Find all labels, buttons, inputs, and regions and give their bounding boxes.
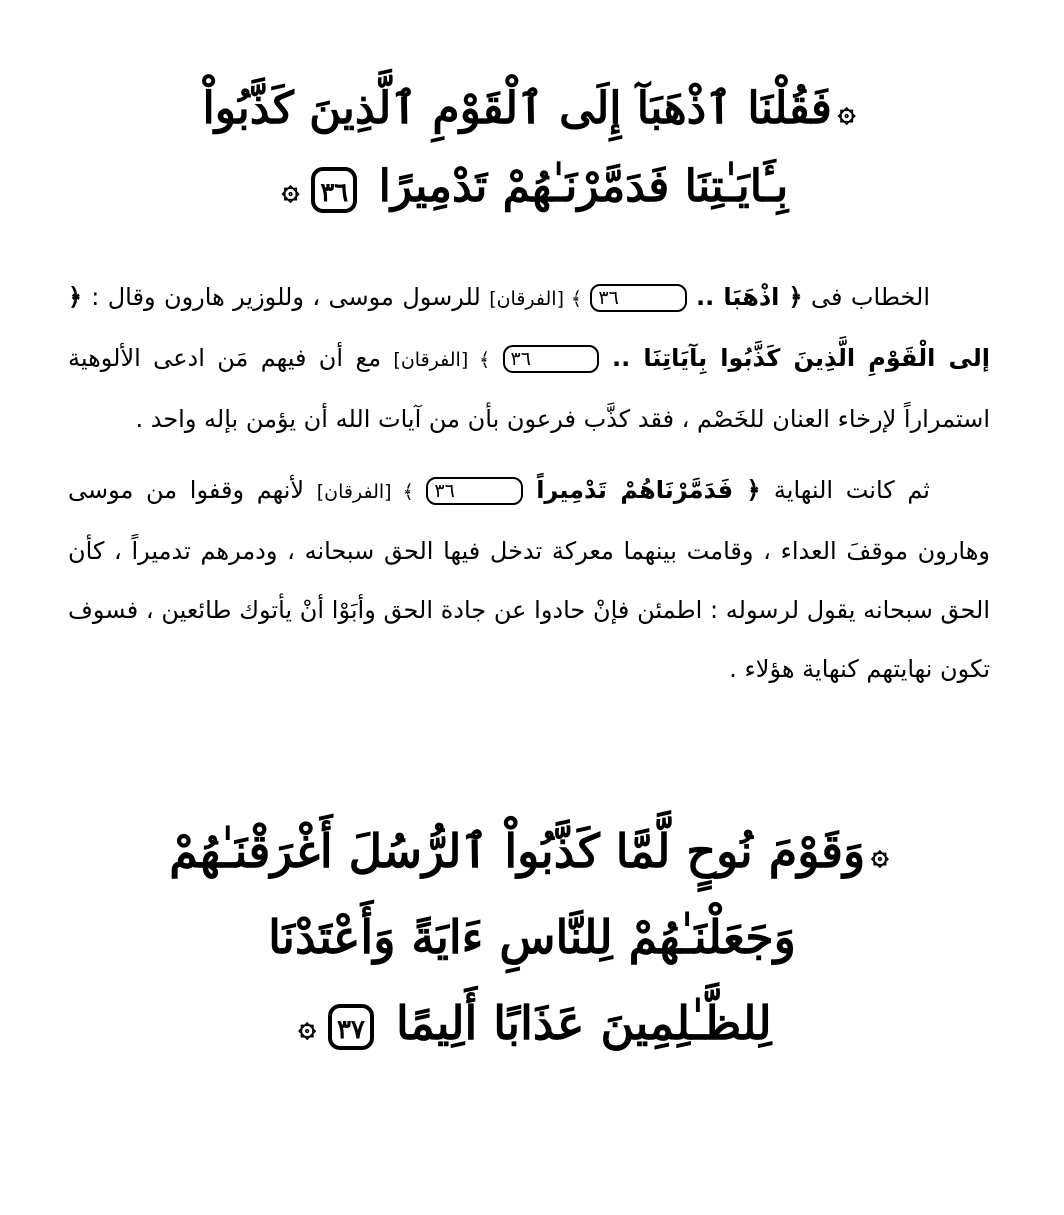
text-run: ثم كانت النهاية (773, 476, 930, 504)
text-run: للرسول موسى ، وللوزير هارون وقال : (91, 283, 490, 311)
quran-quote: ﴿ فَدَمَّرْنَاهُمْ تَدْمِيراً (522, 476, 774, 504)
ornament-icon: ۞ (837, 93, 856, 129)
ayah-number-ref: ٣٦ (426, 477, 522, 505)
ornament-icon: ۞ (298, 1009, 316, 1044)
quran-quote: ﴿ اذْهَبَا .. (686, 283, 803, 311)
ayah-number-badge: ٣٦ (311, 167, 357, 213)
quran-verse-37 (40, 808, 1024, 1066)
sura-reference: ﴾ [الفرقان] (393, 349, 491, 371)
verse-line (40, 980, 1024, 1066)
quran-verse-36 (40, 70, 1024, 226)
ayah-number-ref: ٣٦ (590, 284, 686, 312)
verse-text: فَقُلْنَا ٱذْهَبَآ إِلَى ٱلْقَوْمِ ٱلَّذِينَ كَذَّبُواْ (202, 83, 832, 134)
ayah-number-ref: ٣٦ (503, 345, 599, 373)
sura-reference: ﴾ [الفرقان] (489, 288, 582, 310)
text-run: مع أن فيهم مَن ادعى الألوهية استمراراً لإرخاء العنان للخَصْم ، فقد كذَّب فرعون بأن من آيات الله أن يؤمن بإله واحد . (68, 344, 990, 433)
quran-quote: ﴿ إلى الْقَوْمِ الَّذِينَ كَذَّبُوا بِآيَاتِنَا .. (68, 283, 990, 372)
ayah-number-badge: ٣٧ (328, 1004, 374, 1050)
verse-text: لِلظَّـٰلِمِينَ عَذَابًا أَلِيمًا (395, 996, 772, 1050)
verse-line (40, 148, 1024, 226)
ornament-icon: ۞ (871, 837, 889, 872)
commentary-text (68, 268, 990, 711)
verse-text: وَقَوْمَ نُوحٍ لَّمَّا كَذَّبُواْ ٱلرُّسُلَ أَغْرَقْنَـٰهُمْ (169, 824, 866, 878)
verse-line (40, 808, 1024, 894)
sura-reference: ﴾ [الفرقان] (316, 481, 414, 503)
text-run: الخطاب فى (811, 283, 930, 311)
paragraph (68, 461, 990, 699)
paragraph (68, 268, 990, 449)
verse-text: وَجَعَلْنَـٰهُمْ لِلنَّاسِ ءَايَةً وَأَعْتَدْنَا (268, 910, 796, 964)
verse-line (40, 894, 1024, 980)
verse-text: بِـَٔايَـٰتِنَا فَدَمَّرْنَـٰهُمْ تَدْمِيرًا (378, 161, 789, 212)
ornament-icon: ۞ (281, 171, 300, 207)
text-run: لأنهم وقفوا من موسى وهارون موقفَ العداء ، وقامت بينهما معركة تدخل فيها الحق سبحانه ، ودمرهم تدميراً ، كأن الحق سبحانه يقول لرسوله : اطمئن فإنْ حادوا عن جادة الحق وأبَوْا أنْ يأتوك طائعين ، فسوف تكون نهايتهم كنهاية هؤلاء . (68, 476, 990, 683)
verse-line (40, 70, 1024, 148)
